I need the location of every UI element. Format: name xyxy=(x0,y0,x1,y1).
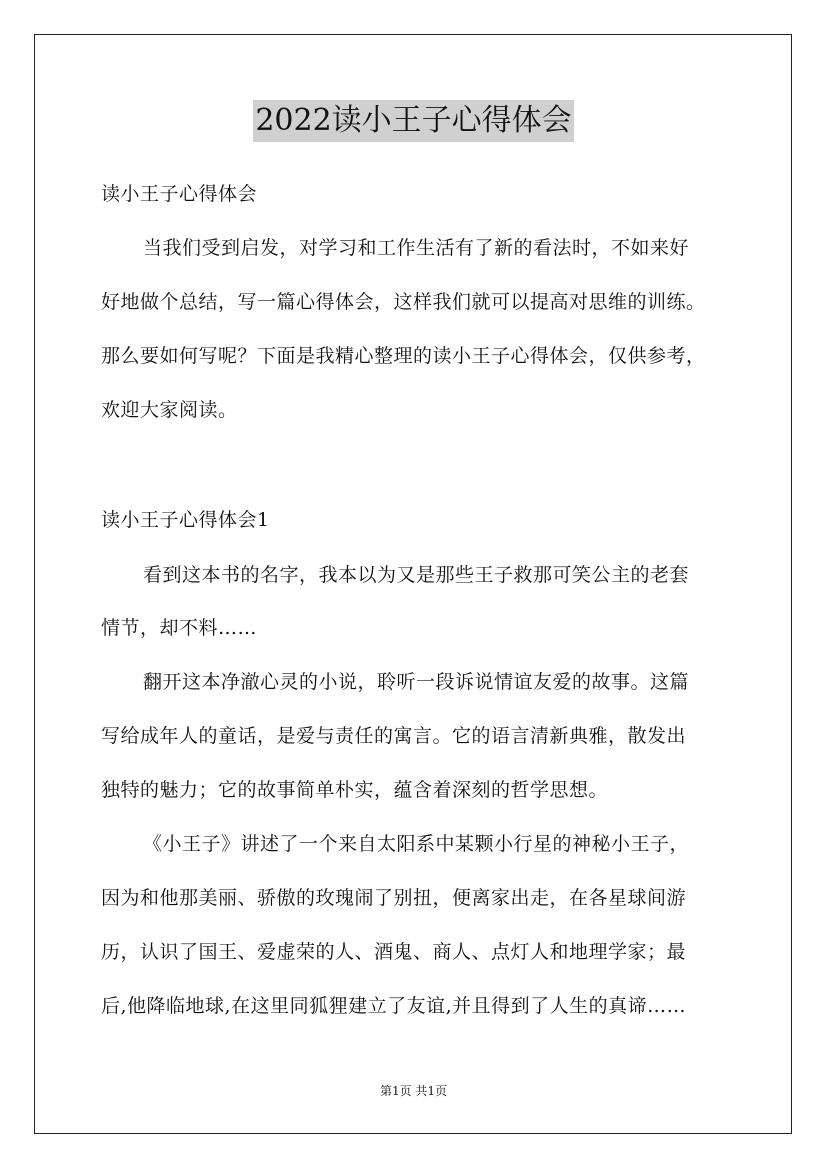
paragraph-line: 情节，却不料…… xyxy=(101,617,258,639)
page-footer: 第1页 共1页 xyxy=(379,1084,448,1098)
document-title: 2022读小王子心得体会 xyxy=(253,100,573,142)
title-container xyxy=(0,100,827,142)
paragraph-line: 因为和他那美丽、骄傲的玫瑰闹了别扭，便离家出走，在各星球间游 xyxy=(101,887,687,909)
paragraph-line: 翻开这本净澈心灵的小说，聆听一段诉说情谊友爱的故事。这篇 xyxy=(143,671,690,693)
paragraph-line: 写给成年人的童话，是爱与责任的寓言。它的语言清新典雅，散发出 xyxy=(101,725,687,747)
paragraph-line: 后,他降临地球,在这里同狐狸建立了友谊,并且得到了人生的真谛…… xyxy=(101,995,687,1017)
paragraph-line: 看到这本书的名字，我本以为又是那些王子救那可笑公主的老套 xyxy=(143,564,690,586)
intro-line: 好地做个总结，写一篇心得体会，这样我们就可以提高对思维的训练。 xyxy=(101,291,706,313)
intro-line: 当我们受到启发，对学习和工作生活有了新的看法时，不如来好 xyxy=(143,237,690,259)
intro-line: 欢迎大家阅读。 xyxy=(101,399,238,421)
paragraph-line: 独特的魅力；它的故事简单朴实，蕴含着深刻的哲学思想。 xyxy=(101,779,609,801)
section-heading: 读小王子心得体会1 xyxy=(101,509,270,531)
paragraph-line: 《小王子》讲述了一个来自太阳系中某颗小行星的神秘小王子， xyxy=(143,833,690,855)
intro-line: 那么要如何写呢？下面是我精心整理的读小王子心得体会，仅供参考， xyxy=(101,345,706,367)
subtitle: 读小王子心得体会 xyxy=(101,183,258,205)
paragraph-line: 历，认识了国王、爱虚荣的人、酒鬼、商人、点灯人和地理学家；最 xyxy=(101,941,687,963)
